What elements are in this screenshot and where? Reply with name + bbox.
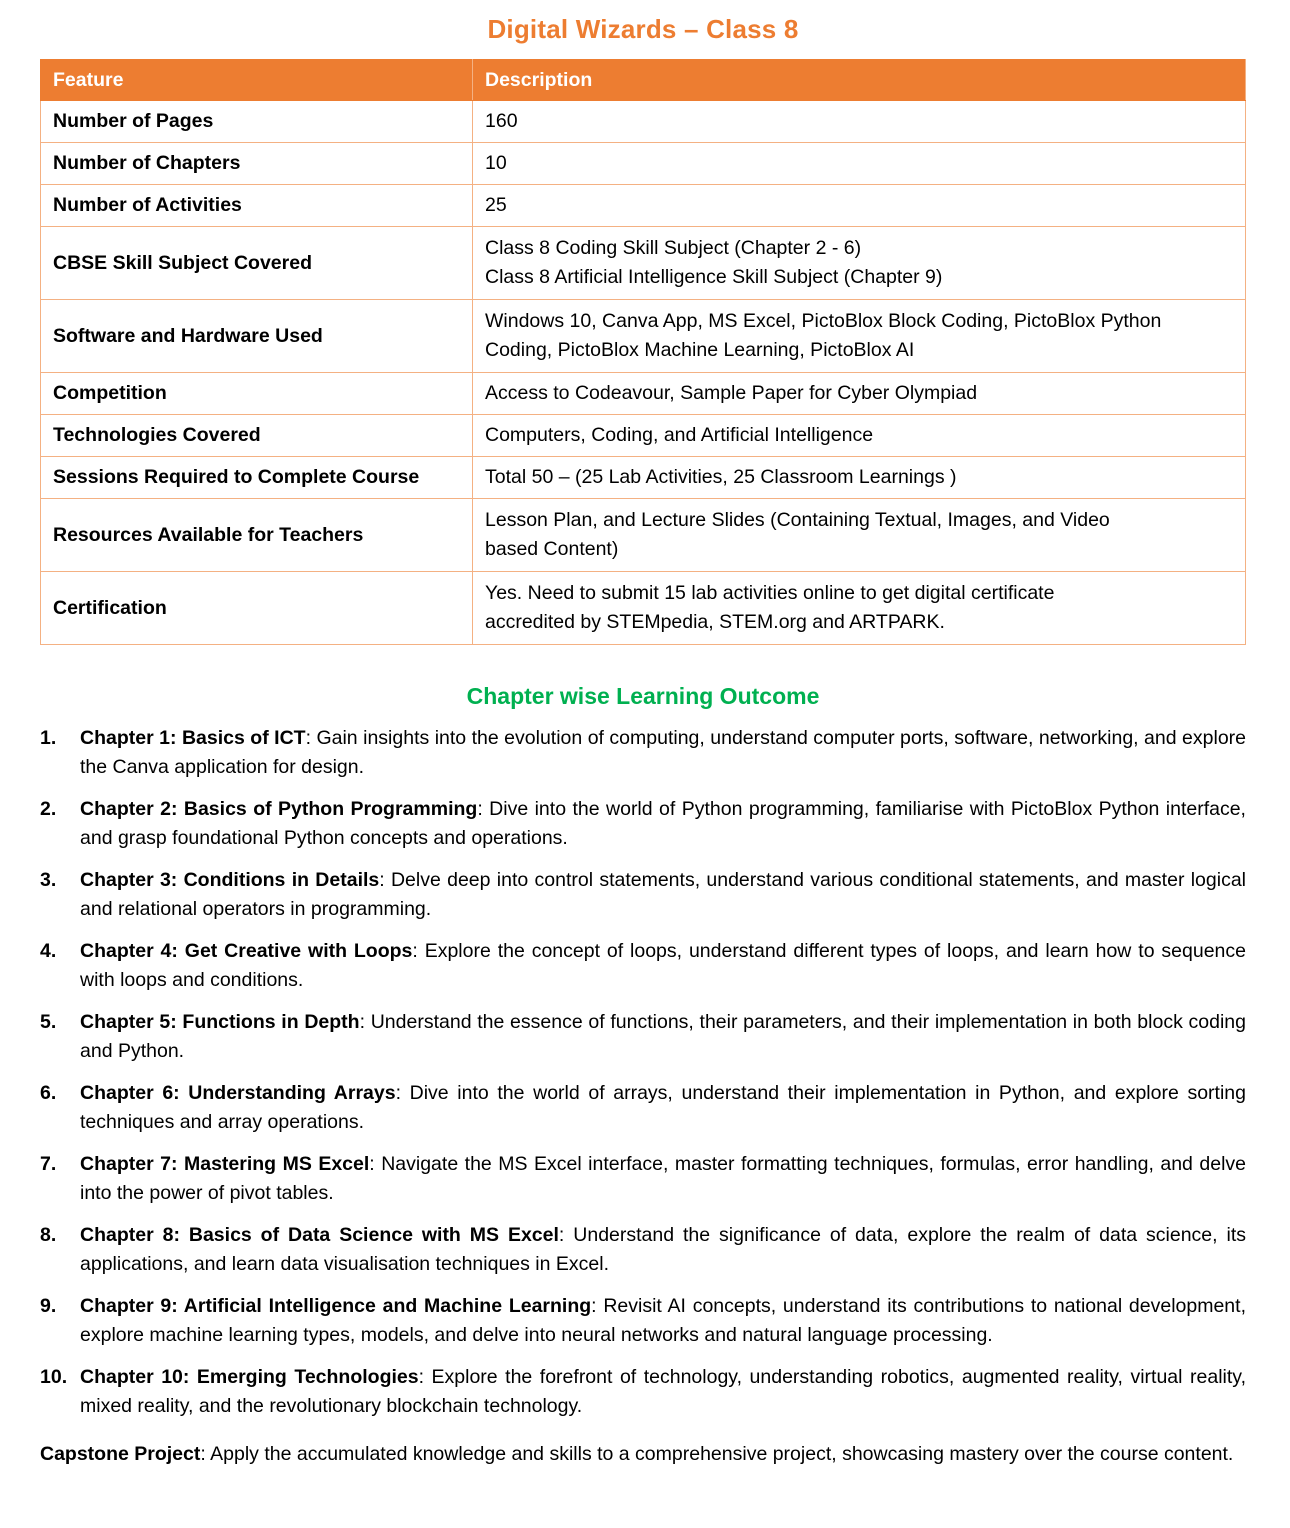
table-row xyxy=(41,373,1246,415)
chapter-description: : Explore the forefront of technology, understanding robotics, augmented reality, virtual reality, mixed reality, and the revolutionary blockchain technology. xyxy=(80,1366,1246,1417)
description-cell: Access to Codeavour, Sample Paper for Cyber Olympiad xyxy=(473,373,1246,415)
feature-cell: Technologies Covered xyxy=(41,415,473,457)
chapter-description: : Understand the significance of data, explore the realm of data science, its applications, and learn data visualisation techniques in Excel. xyxy=(80,1224,1247,1275)
table-row xyxy=(41,499,1246,572)
chapter-description: : Dive into the world of Python programming, familiarise with PictoBlox Python interface, and grasp foundational Python concepts and operations. xyxy=(80,798,1246,849)
list-item: 10. Chapter 10: Emerging Technologies: Explore the forefront of technology, understanding robotics, augmented reality, virtual reality, mixed reality, and the revolutionary blockchain technology. xyxy=(40,1366,1246,1417)
capstone-description: : Apply the accumulated knowledge and skills to a comprehensive project, showcasing mastery over the course content. xyxy=(200,1443,1234,1465)
chapter-description: : Revisit AI concepts, understand its contributions to national development, explore machine learning types, models, and delve into neural networks and natural language processing. xyxy=(80,1295,1246,1346)
table-row xyxy=(41,143,1246,185)
feature-cell: Competition xyxy=(41,373,473,415)
column-header-description: Description xyxy=(473,60,1246,101)
description-cell: Lesson Plan, and Lecture Slides (Containing Textual, Images, and Video based Content) xyxy=(473,499,1246,572)
list-item: 8. Chapter 8: Basics of Data Science with MS Excel: Understand the significance of data, explore the realm of data science, its applications, and learn data visualisation techniques in Excel. xyxy=(40,1224,1247,1275)
table-header-row xyxy=(41,60,1246,101)
chapter-title: Chapter 9: Artificial Intelligence and Machine Learning xyxy=(80,1295,592,1317)
chapter-title: Chapter 4: Get Creative with Loops xyxy=(80,940,413,962)
feature-cell: Number of Chapters xyxy=(41,143,473,185)
chapter-title: Chapter 6: Understanding Arrays xyxy=(80,1082,396,1104)
feature-cell: Certification xyxy=(41,572,473,645)
feature-cell: Resources Available for Teachers xyxy=(41,499,473,572)
list-item: 4. Chapter 4: Get Creative with Loops: Explore the concept of loops, understand different types of loops, and learn how to sequence with loops and conditions. xyxy=(40,940,1246,991)
table-row xyxy=(41,415,1246,457)
table-row xyxy=(41,300,1246,373)
chapter-description: : Understand the essence of functions, their parameters, and their implementation in both block coding and Python. xyxy=(80,1011,1247,1062)
outcomes-heading: Chapter wise Learning Outcome xyxy=(466,683,820,709)
description-cell: Computers, Coding, and Artificial Intelligence xyxy=(473,415,1246,457)
column-header-feature: Feature xyxy=(41,60,473,101)
chapter-title: Chapter 7: Mastering MS Excel xyxy=(80,1153,370,1175)
feature-cell: Number of Activities xyxy=(41,185,473,227)
chapter-description: : Delve deep into control statements, understand various conditional statements, and master logical and relational operators in programming. xyxy=(80,869,1247,920)
table-row xyxy=(41,227,1246,300)
chapter-title: Chapter 3: Conditions in Details xyxy=(80,869,380,891)
description-cell: Total 50 – (25 Lab Activities, 25 Classroom Learnings ) xyxy=(473,457,1246,499)
chapter-title: Chapter 8: Basics of Data Science with MS Excel xyxy=(80,1224,559,1246)
list-item: 3. Chapter 3: Conditions in Details: Delve deep into control statements, understand various conditional statements, and master logical and relational operators in programming. xyxy=(40,869,1247,920)
description-cell: 160 xyxy=(473,101,1246,143)
chapter-title: Chapter 1: Basics of ICT xyxy=(80,727,306,749)
feature-cell: CBSE Skill Subject Covered xyxy=(41,227,473,300)
chapter-title: Chapter 2: Basics of Python Programming xyxy=(80,798,478,820)
feature-cell: Sessions Required to Complete Course xyxy=(41,457,473,499)
list-item: 1. Chapter 1: Basics of ICT: Gain insights into the evolution of computing, understand computer ports, software, networking, and explore the Canva application for design. xyxy=(40,727,1247,778)
table-row xyxy=(41,457,1246,499)
list-item: 9. Chapter 9: Artificial Intelligence and Machine Learning: Revisit AI concepts, understand its contributions to national development, explore machine learning types, models, and delve into neural networks and natural language processing. xyxy=(40,1295,1246,1346)
list-item: 7. Chapter 7: Mastering MS Excel: Navigate the MS Excel interface, master formatting techniques, formulas, error handling, and delve into the power of pivot tables. xyxy=(40,1153,1247,1204)
description-cell: 25 xyxy=(473,185,1246,227)
description-cell: Windows 10, Canva App, MS Excel, PictoBlox Block Coding, PictoBlox Python Coding, PictoBlox Machine Learning, PictoBlox AI xyxy=(473,300,1246,373)
table-row xyxy=(41,572,1246,645)
description-cell: Yes. Need to submit 15 lab activities online to get digital certificate accredited by STEMpedia, STEM.org and ARTPARK. xyxy=(473,572,1246,645)
description-cell: 10 xyxy=(473,143,1246,185)
list-item: 2. Chapter 2: Basics of Python Programming: Dive into the world of Python programming, familiarise with PictoBlox Python interface, and grasp foundational Python concepts and operations. xyxy=(40,798,1246,849)
feature-table xyxy=(40,59,1246,645)
chapter-title: Chapter 5: Functions in Depth xyxy=(80,1011,360,1033)
capstone-title: Capstone Project xyxy=(40,1443,201,1465)
outcomes-list xyxy=(40,724,1246,1434)
table-row xyxy=(41,185,1246,227)
feature-cell: Number of Pages xyxy=(41,101,473,143)
chapter-description: : Gain insights into the evolution of computing, understand computer ports, software, networking, and explore the Canva application for design. xyxy=(80,727,1247,778)
capstone-paragraph xyxy=(40,1440,1246,1469)
chapter-description: : Dive into the world of arrays, understand their implementation in Python, and explore sorting techniques and array operations. xyxy=(80,1082,1246,1133)
feature-cell: Software and Hardware Used xyxy=(41,300,473,373)
description-cell: Class 8 Coding Skill Subject (Chapter 2 - 6) Class 8 Artificial Intelligence Skill Subject (Chapter 9) xyxy=(473,227,1246,300)
chapter-title: Chapter 10: Emerging Technologies xyxy=(80,1366,419,1388)
table-row xyxy=(41,101,1246,143)
list-item: 5. Chapter 5: Functions in Depth: Understand the essence of functions, their parameters, and their implementation in both block coding and Python. xyxy=(40,1011,1247,1062)
list-item: 6. Chapter 6: Understanding Arrays: Dive into the world of arrays, understand their implementation in Python, and explore sorting techniques and array operations. xyxy=(40,1082,1246,1133)
document-title: Digital Wizards – Class 8 xyxy=(487,14,799,44)
chapter-description: : Explore the concept of loops, understand different types of loops, and learn how to sequence with loops and conditions. xyxy=(80,940,1246,991)
chapter-description: : Navigate the MS Excel interface, master formatting techniques, formulas, error handling, and delve into the power of pivot tables. xyxy=(80,1153,1247,1204)
